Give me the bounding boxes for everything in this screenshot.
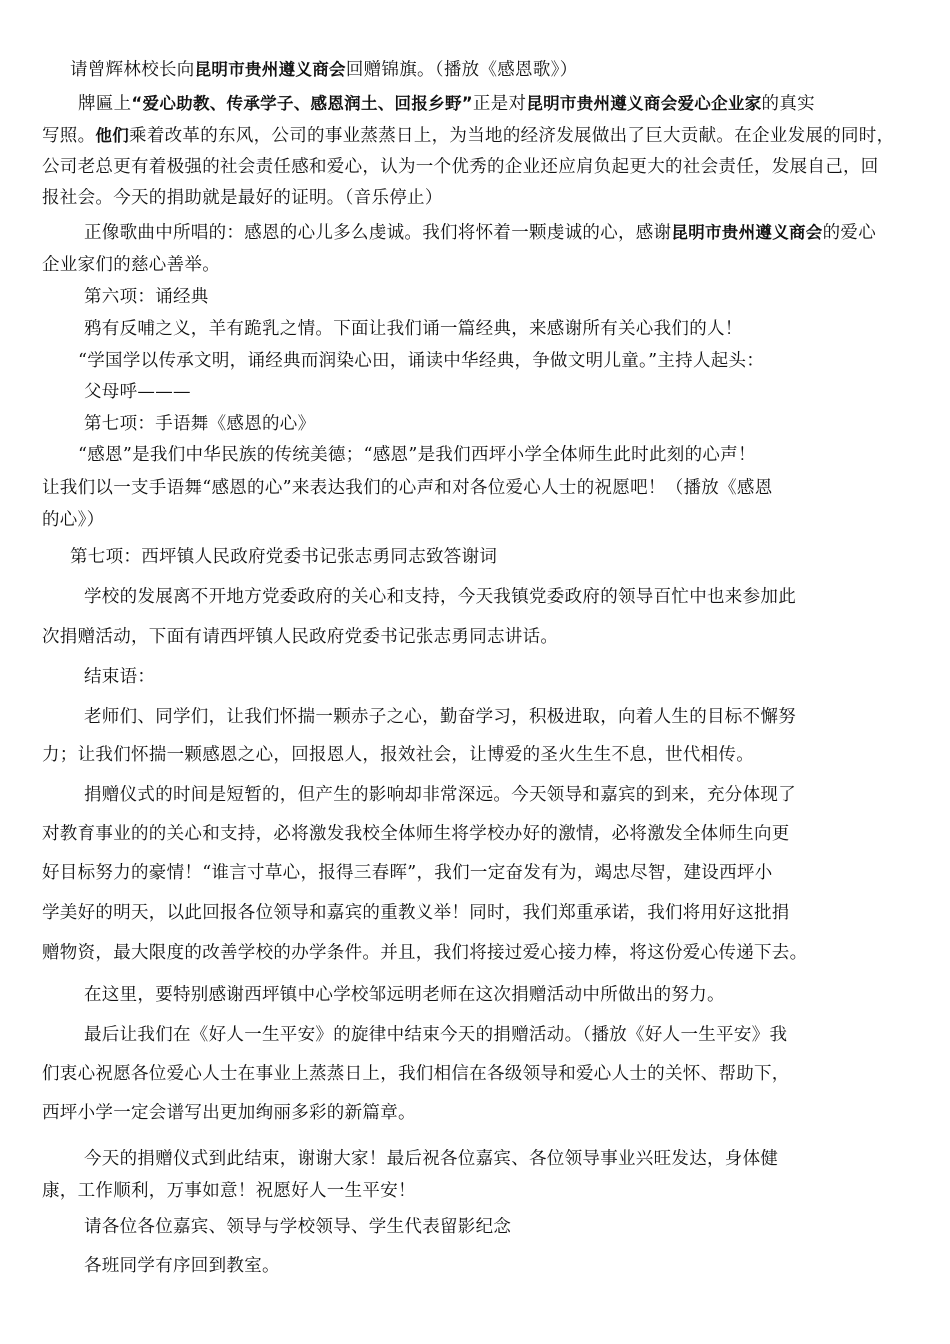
text-span: 牌匾上: [78, 94, 132, 114]
text-span: 正是对: [472, 94, 527, 114]
paragraph-line: 企业家们的慈心善举。: [42, 255, 220, 275]
paragraph-line: 西坪小学一定会谱写出更加绚丽多彩的新篇章。: [42, 1103, 416, 1123]
paragraph-line: “感恩”是我们中华民族的传统美德；“感恩”是我们西坪小学全体师生此时此刻的心声！: [78, 445, 756, 465]
paragraph-line: 今天的捐赠仪式到此结束，谢谢大家！最后祝各位嘉宾、各位领导事业兴旺发达，身体健: [84, 1149, 779, 1169]
text-span: 乘着改革的东风，公司的事业蒸蒸日上，为当地的经济发展做出了巨大贡献。在企业发展的同时，: [129, 126, 895, 146]
bold-text-span: 昆明市贵州遵义商会爱心企业家: [526, 94, 762, 113]
bold-text-span: 昆明市贵州遵义商会: [671, 223, 823, 242]
paragraph-line: [70, 58, 578, 82]
text-span: 的爱心: [822, 223, 877, 243]
paragraph-line: 学校的发展离不开地方党委政府的关心和支持，今天我镇党委政府的领导百忙中也来参加此: [84, 587, 796, 607]
section-heading: 第七项：西坪镇人民政府党委书记张志勇同志致答谢词: [70, 547, 498, 567]
paragraph-line: 的心》）: [42, 510, 105, 530]
paragraph-line: 康，工作顺利，万事如意！祝愿好人一生平安！: [42, 1181, 416, 1201]
paragraph-line: [42, 124, 894, 148]
paragraph-line: 好目标努力的豪情！“谁言寸草心，报得三春晖”，我们一定奋发有为，竭忠尽智，建设西坪小: [42, 863, 773, 883]
paragraph-line: 赠物资，最大限度的改善学校的办学条件。并且，我们将接过爱心接力棒，将这份爱心传递下去。: [42, 943, 808, 963]
paragraph-line: 学美好的明天，以此回报各位领导和嘉宾的重教义举！同时，我们郑重承诺，我们将用好这批捐: [42, 903, 790, 923]
paragraph-line: 各班同学有序回到教室。: [84, 1256, 280, 1276]
paragraph-line: “学国学以传承文明，诵经典而润染心田，诵读中华经典，争做文明儿童。”主持人起头：: [78, 351, 765, 371]
text-span: 回赠锦旗。（播放《感恩歌》）: [345, 60, 578, 80]
bold-text-span: 昆明市贵州遵义商会: [194, 60, 346, 79]
section-heading: 第七项：手语舞《感恩的心》: [84, 414, 316, 434]
text-span: 正像歌曲中所唱的：感恩的心儿多么虔诚。我们将怀着一颗虔诚的心，感谢: [84, 223, 672, 243]
text-span: 写照。: [42, 126, 96, 146]
paragraph-line: 最后让我们在《好人一生平安》的旋律中结束今天的捐赠活动。（播放《好人一生平安》我: [84, 1025, 788, 1045]
paragraph-line: 公司老总更有着极强的社会责任感和爱心，认为一个优秀的企业还应肩负起更大的社会责任，发展自己，回: [42, 157, 879, 177]
text-span: 的真实: [761, 94, 815, 114]
bold-text-span: 他们: [95, 126, 130, 145]
section-heading: 第六项：诵经典: [84, 287, 209, 307]
paragraph-line: 报社会。今天的捐助就是最好的证明。（音乐停止）: [42, 188, 443, 208]
paragraph-line: 力；让我们怀揣一颗感恩之心，回报恩人，报效社会，让博爱的圣火生生不息，世代相传。: [42, 745, 754, 765]
bold-text-span: “爱心助教、传承学子、感恩润土、回报乡野”: [131, 94, 473, 113]
paragraph-line: [78, 92, 815, 116]
paragraph-line: 请各位各位嘉宾、领导与学校领导、学生代表留影纪念: [84, 1217, 512, 1237]
paragraph-line: 捐赠仪式的时间是短暂的，但产生的影响却非常深远。今天领导和嘉宾的到来，充分体现了: [84, 785, 796, 805]
paragraph-line: [84, 221, 876, 245]
section-heading: 结束语：: [84, 667, 156, 687]
paragraph-line: 们衷心祝愿各位爱心人士在事业上蒸蒸日上，我们相信在各级领导和爱心人士的关怀、帮助下，: [42, 1064, 790, 1084]
paragraph-line: 老师们、同学们，让我们怀揣一颗赤子之心，勤奋学习，积极进取，向着人生的目标不懈努: [84, 707, 796, 727]
text-span: 请曾辉林校长向: [70, 60, 195, 80]
paragraph-line: 让我们以一支手语舞“感恩的心”来表达我们的心声和对各位爱心人士的祝愿吧！（播放《感恩: [42, 478, 773, 498]
paragraph-line: 鸦有反哺之义，羊有跪乳之情。下面让我们诵一篇经典，来感谢所有关心我们的人！: [84, 319, 743, 339]
paragraph-line: 次捐赠活动，下面有请西坪镇人民政府党委书记张志勇同志讲话。: [42, 627, 559, 647]
paragraph-line: 对教育事业的的关心和支持，必将激发我校全体师生将学校办好的激情，必将激发全体师生向更: [42, 824, 790, 844]
paragraph-line: 父母呼———: [84, 382, 191, 402]
paragraph-line: 在这里，要特别感谢西坪镇中心学校邹远明老师在这次捐赠活动中所做出的努力。: [84, 985, 725, 1005]
